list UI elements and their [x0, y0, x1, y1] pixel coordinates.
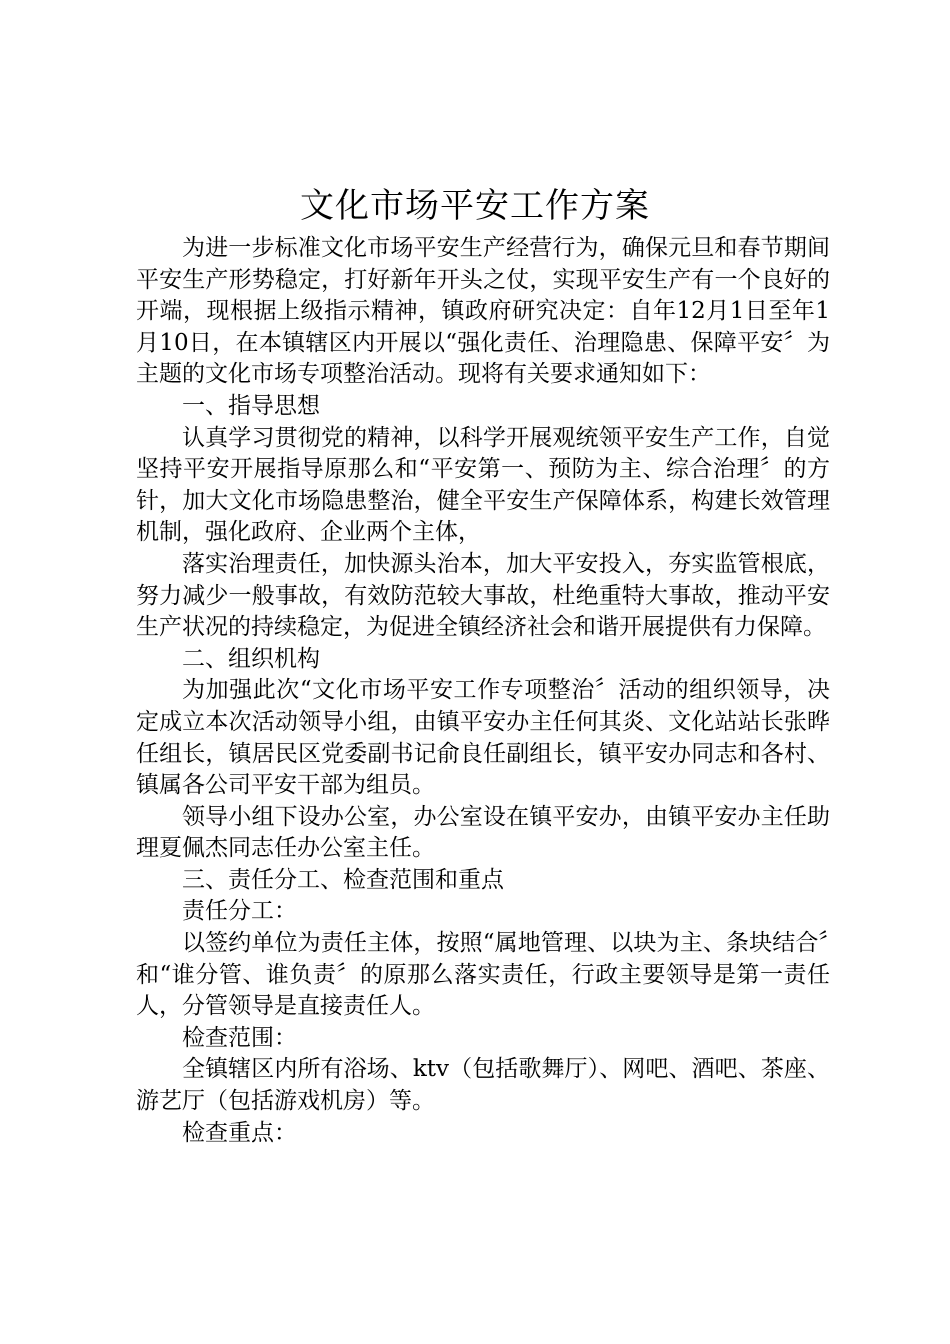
- intro-paragraph: 为进一步标准文化市场平安生产经营行为，确保元旦和春节期间平安生产形势稳定，打好新年开头之仗，实现平安生产有一个良好的开端，现根据上级指示精神，镇政府研究决定：自年12月1日至年1月10日，在本镇辖区内开展以“强化责任、治理隐患、保障平安〞为主题的文化市场专项整治活动。现将有关要求通知如下：: [136, 235, 830, 388]
- subheading-inspection-scope: 检查范围：: [182, 1024, 297, 1051]
- body-paragraph: 认真学习贯彻党的精神，以科学开展观统领平安生产工作，自觉坚持平安开展指导原那么和“平安第一、预防为主、综合治理〞的方针，加大文化市场隐患整治，健全平安生产保障体系，构建长效管理机制，强化政府、企业两个主体，: [136, 424, 830, 546]
- body-paragraph: 以签约单位为责任主体，按照“属地管理、以块为主、条块结合〞和“谁分管、谁负责〞的原那么落实责任，行政主要领导是第一责任人，分管领导是直接责任人。: [136, 930, 830, 1020]
- subheading-inspection-focus: 检查重点：: [182, 1119, 297, 1146]
- body-paragraph: 为加强此次“文化市场平安工作专项整治〞活动的组织领导，决定成立本次活动领导小组，由镇平安办主任何其炎、文化站站长张晔任组长，镇居民区党委副书记俞良任副组长，镇平安办同志和各村、镇属各公司平安干部为组员。: [136, 677, 830, 799]
- body-paragraph: 落实治理责任，加快源头治本，加大平安投入，夯实监管根底，努力减少一般事故，有效防范较大事故，杜绝重特大事故，推动平安生产状况的持续稳定，为促进全镇经济社会和谐开展提供有力保障。: [136, 550, 830, 641]
- body-paragraph: 领导小组下设办公室，办公室设在镇平安办，由镇平安办主任助理夏佩杰同志任办公室主任。: [136, 803, 830, 862]
- section-heading-guiding-ideology: 一、指导思想: [182, 392, 320, 419]
- document-title: 文化市场平安工作方案: [300, 186, 650, 226]
- subheading-division-of-duties: 责任分工：: [182, 898, 297, 925]
- document-body: [136, 233, 830, 1149]
- body-paragraph: 全镇辖区内所有浴场、ktv（包括歌舞厅）、网吧、酒吧、茶座、游艺厅（包括游戏机房）等。: [136, 1056, 830, 1115]
- section-heading-organization: 二、组织机构: [182, 645, 320, 672]
- section-heading-responsibilities: 三、责任分工、检查范围和重点: [182, 866, 504, 893]
